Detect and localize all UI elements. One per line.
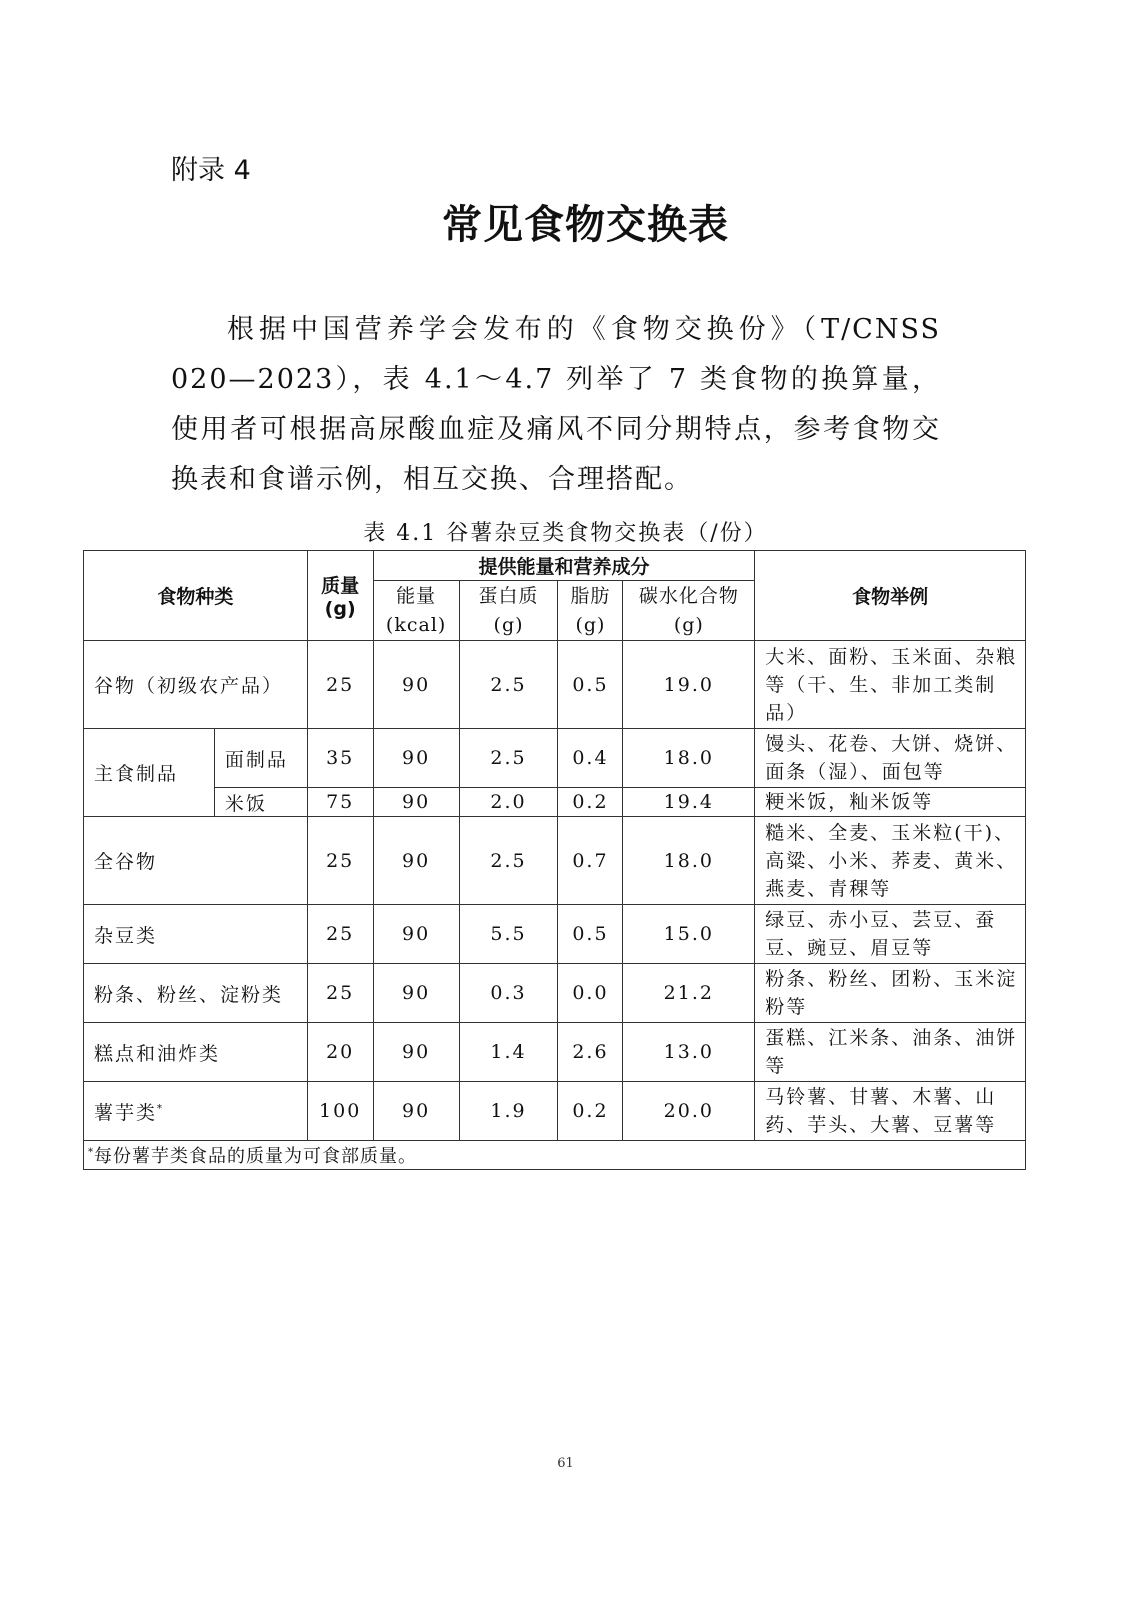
cell-energy: 90 [373,788,459,817]
cell-carb: 18.0 [623,817,755,905]
cell-examples: 马铃薯、甘薯、木薯、山药、芋头、大薯、豆薯等 [755,1082,1026,1141]
cell-category: 全谷物 [84,817,308,905]
cell-fat: 0.5 [558,905,623,964]
header-protein [459,581,558,641]
footnote-mark: * [157,1103,165,1115]
header-carb-unit: (g) [673,613,704,636]
cell-protein: 2.0 [459,788,558,817]
cell-mass: 75 [307,788,373,817]
category-label: 薯芋类 [94,1101,158,1124]
cell-fat: 0.7 [558,817,623,905]
page-number: 61 [557,1456,574,1471]
cell-mass: 25 [307,905,373,964]
header-mass-label: 质量 [321,575,360,597]
cell-subcategory: 面制品 [214,729,307,788]
header-category: 食物种类 [84,551,308,641]
cell-category: 杂豆类 [84,905,308,964]
appendix-label: 附录 4 [171,155,251,186]
cell-protein: 1.4 [459,1023,558,1082]
table-row [84,1023,1026,1082]
cell-fat: 0.4 [558,729,623,788]
cell-fat: 0.5 [558,641,623,729]
cell-protein: 2.5 [459,817,558,905]
header-fat-label: 脂肪 [570,584,611,607]
cell-carb: 20.0 [623,1082,755,1141]
cell-category: 主食制品 [84,729,215,817]
cell-mass: 35 [307,729,373,788]
cell-protein: 0.3 [459,964,558,1023]
cell-examples: 糙米、全麦、玉米粒(干)、高粱、小米、荞麦、黄米、燕麦、青稞等 [755,817,1026,905]
cell-carb: 19.4 [623,788,755,817]
header-mass-unit: (g) [324,598,356,620]
cell-fat: 0.0 [558,964,623,1023]
footnote-mark: * [88,1147,94,1158]
cell-carb: 21.2 [623,964,755,1023]
cell-protein: 2.5 [459,729,558,788]
table-footnote-row [84,1141,1026,1170]
cell-examples: 绿豆、赤小豆、芸豆、蚕豆、豌豆、眉豆等 [755,905,1026,964]
cell-examples: 蛋糕、江米条、油条、油饼等 [755,1023,1026,1082]
header-energy-label: 能量 [396,584,437,607]
footnote-text: 每份薯芋类食品的质量为可食部质量。 [94,1146,417,1167]
header-fat [558,581,623,641]
table-row [84,729,1026,788]
cell-examples: 大米、面粉、玉米面、杂粮等（干、生、非加工类制品） [755,641,1026,729]
header-energy [373,581,459,641]
header-nutrients-group: 提供能量和营养成分 [373,551,755,581]
table-row [84,817,1026,905]
table-row [84,788,1026,817]
cell-energy: 90 [373,1082,459,1141]
cell-mass: 20 [307,1023,373,1082]
cell-category: 粉条、粉丝、淀粉类 [84,964,308,1023]
cell-protein: 1.9 [459,1082,558,1141]
cell-carb: 19.0 [623,641,755,729]
cell-fat: 0.2 [558,1082,623,1141]
cell-category: 谷物（初级农产品） [84,641,308,729]
cell-energy: 90 [373,1023,459,1082]
cell-mass: 25 [307,817,373,905]
cell-protein: 5.5 [459,905,558,964]
cell-mass: 100 [307,1082,373,1141]
table-footnote [84,1141,1026,1170]
header-carb [623,581,755,641]
cell-carb: 18.0 [623,729,755,788]
table-row [84,964,1026,1023]
intro-paragraph [171,305,941,505]
cell-mass: 25 [307,641,373,729]
header-carb-label: 碳水化合物 [638,584,739,607]
table-row [84,1082,1026,1141]
intro-text: 根据中国营养学会发布的《食物交换份》（T/CNSS 020—2023），表 4.1～4.7 列举了 7 类食物的换算量，使用者可根据高尿酸血症及痛风不同分期特点，参考食物交换表和食谱示例，相互交换、合理搭配。 [171,314,941,495]
cell-fat: 2.6 [558,1023,623,1082]
header-fat-unit: (g) [575,613,606,636]
cell-energy: 90 [373,729,459,788]
cell-energy: 90 [373,964,459,1023]
cell-category: 糕点和油炸类 [84,1023,308,1082]
cell-energy: 90 [373,817,459,905]
cell-carb: 13.0 [623,1023,755,1082]
cell-subcategory: 米饭 [214,788,307,817]
table-caption: 表 4.1 谷薯杂豆类食物交换表（/份） [363,521,768,546]
cell-energy: 90 [373,905,459,964]
table-row [84,905,1026,964]
header-examples: 食物举例 [755,551,1026,641]
cell-examples: 粉条、粉丝、团粉、玉米淀粉等 [755,964,1026,1023]
cell-energy: 90 [373,641,459,729]
cell-protein: 2.5 [459,641,558,729]
food-exchange-table [83,550,1026,1170]
cell-carb: 15.0 [623,905,755,964]
table-row [84,641,1026,729]
header-protein-label: 蛋白质 [478,584,539,607]
header-mass [307,551,373,641]
cell-mass: 25 [307,964,373,1023]
cell-fat: 0.2 [558,788,623,817]
header-energy-unit: (kcal) [385,613,447,636]
page-title: 常见食物交换表 [442,202,729,248]
header-protein-unit: (g) [493,613,524,636]
cell-examples: 馒头、花卷、大饼、烧饼、面条（湿）、面包等 [755,729,1026,788]
cell-examples: 粳米饭，籼米饭等 [755,788,1026,817]
cell-category [84,1082,308,1141]
